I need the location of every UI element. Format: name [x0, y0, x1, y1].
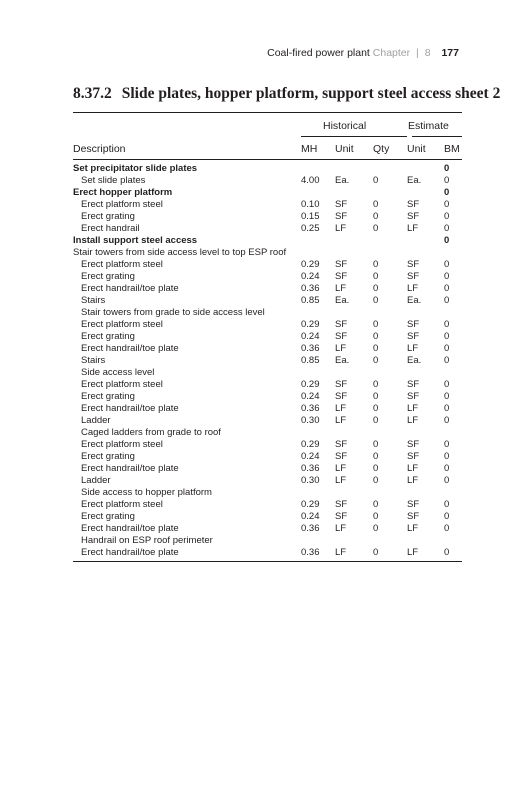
row-qty: 0 — [373, 223, 379, 234]
row-unit: LF — [335, 403, 347, 414]
row-estimate-unit: SF — [407, 319, 420, 330]
row-estimate-unit — [407, 235, 444, 247]
row-mh: 0.24 — [301, 271, 320, 282]
row-estimate-unit: LF — [407, 403, 419, 414]
row-description: Install support steel access — [73, 235, 198, 246]
book-title: Coal-fired power plant — [267, 47, 370, 59]
row-description: Stair towers from side access level to top ESP roof — [73, 247, 287, 258]
row-estimate-unit: SF — [407, 199, 420, 210]
row-unit: SF — [335, 319, 348, 330]
col-qty: Qty — [373, 143, 390, 155]
row-mh: 0.36 — [301, 547, 320, 558]
row-qty — [373, 247, 407, 259]
row-description: Erect platform steel — [81, 259, 163, 270]
row-unit: SF — [335, 331, 348, 342]
estimate-group-rule — [412, 136, 462, 137]
row-bm — [444, 247, 462, 259]
row-qty: 0 — [373, 379, 379, 390]
row-description: Side access to hopper platform — [81, 487, 212, 498]
row-bm — [444, 307, 462, 319]
row-bm: 0 — [444, 271, 450, 282]
row-unit: SF — [335, 499, 348, 510]
table-row — [73, 547, 462, 559]
row-bm: 0 — [444, 379, 450, 390]
table-bottom-rule — [73, 561, 462, 562]
row-estimate-unit: SF — [407, 439, 420, 450]
row-unit: Ea. — [335, 355, 350, 366]
row-mh: 0.10 — [301, 199, 320, 210]
row-qty: 0 — [373, 523, 379, 534]
row-description: Stairs — [81, 355, 106, 366]
table-row — [73, 499, 462, 511]
table-row — [73, 259, 462, 271]
row-estimate-unit: LF — [407, 415, 419, 426]
row-description: Erect platform steel — [81, 439, 163, 450]
row-bm: 0 — [444, 199, 450, 210]
table-row — [73, 379, 462, 391]
row-description: Stairs — [81, 295, 106, 306]
row-estimate-unit — [407, 247, 444, 259]
chapter-label: Chapter — [372, 47, 411, 59]
row-estimate-unit: SF — [407, 451, 420, 462]
row-estimate-unit — [407, 535, 444, 547]
row-qty: 0 — [373, 331, 379, 342]
row-mh — [301, 535, 335, 547]
row-qty — [373, 187, 407, 199]
row-qty: 0 — [373, 355, 379, 366]
row-unit — [335, 247, 373, 259]
row-estimate-unit: Ea. — [407, 175, 422, 186]
chapter-separator: | — [416, 47, 419, 59]
row-mh — [301, 247, 335, 259]
row-description: Erect platform steel — [81, 379, 163, 390]
row-description: Erect handrail — [81, 223, 140, 234]
table-row — [73, 391, 462, 403]
row-description: Erect grating — [81, 271, 135, 282]
table-row — [73, 271, 462, 283]
row-description: Erect handrail/toe plate — [81, 343, 179, 354]
row-mh: 4.00 — [301, 175, 320, 186]
row-unit: Ea. — [335, 295, 350, 306]
row-unit — [335, 307, 373, 319]
table-row — [73, 367, 462, 379]
row-mh: 0.24 — [301, 391, 320, 402]
row-mh: 0.24 — [301, 511, 320, 522]
row-mh: 0.30 — [301, 415, 320, 426]
row-qty: 0 — [373, 499, 379, 510]
row-bm: 0 — [444, 343, 450, 354]
row-qty: 0 — [373, 463, 379, 474]
row-bm: 0 — [444, 523, 450, 534]
row-bm: 0 — [444, 163, 450, 174]
table-row — [73, 223, 462, 235]
row-description: Ladder — [81, 415, 111, 426]
row-qty: 0 — [373, 439, 379, 450]
row-mh: 0.29 — [301, 439, 320, 450]
row-qty: 0 — [373, 211, 379, 222]
chapter-number: 8 — [424, 47, 431, 59]
row-mh: 0.36 — [301, 403, 320, 414]
row-description: Erect platform steel — [81, 319, 163, 330]
row-qty: 0 — [373, 415, 379, 426]
row-qty — [373, 307, 407, 319]
row-unit: SF — [335, 391, 348, 402]
table-row — [73, 427, 462, 439]
row-unit — [335, 487, 373, 499]
row-bm: 0 — [444, 319, 450, 330]
row-mh: 0.29 — [301, 499, 320, 510]
row-estimate-unit — [407, 307, 444, 319]
row-qty: 0 — [373, 511, 379, 522]
row-bm: 0 — [444, 283, 450, 294]
section-heading — [73, 85, 500, 103]
row-mh: 0.36 — [301, 343, 320, 354]
row-unit: SF — [335, 439, 348, 450]
row-qty: 0 — [373, 391, 379, 402]
row-bm: 0 — [444, 355, 450, 366]
running-head — [267, 47, 459, 59]
row-mh: 0.36 — [301, 283, 320, 294]
row-qty — [373, 535, 407, 547]
row-qty — [373, 160, 407, 175]
page-number: 177 — [441, 47, 459, 59]
row-mh — [301, 187, 335, 199]
row-description: Erect platform steel — [81, 499, 163, 510]
row-estimate-unit: LF — [407, 343, 419, 354]
historical-group-rule — [301, 136, 407, 137]
row-estimate-unit: LF — [407, 223, 419, 234]
row-bm — [444, 367, 462, 379]
row-description: Erect grating — [81, 511, 135, 522]
row-description: Erect grating — [81, 211, 135, 222]
row-unit: SF — [335, 271, 348, 282]
row-unit: LF — [335, 343, 347, 354]
table-row — [73, 535, 462, 547]
row-unit: LF — [335, 223, 347, 234]
row-unit — [335, 187, 373, 199]
table-row — [73, 235, 462, 247]
row-description: Erect platform steel — [81, 199, 163, 210]
row-description: Erect handrail/toe plate — [81, 403, 179, 414]
row-description: Caged ladders from grade to roof — [81, 427, 221, 438]
row-unit: Ea. — [335, 175, 350, 186]
table-row — [73, 211, 462, 223]
row-estimate-unit: SF — [407, 259, 420, 270]
row-qty — [373, 487, 407, 499]
row-estimate-unit: LF — [407, 283, 419, 294]
row-unit: LF — [335, 415, 347, 426]
row-unit: LF — [335, 475, 347, 486]
row-description: Stair towers from grade to side access level — [81, 307, 265, 318]
table-row — [73, 199, 462, 211]
row-description: Ladder — [81, 475, 111, 486]
row-mh: 0.24 — [301, 451, 320, 462]
row-description: Erect handrail/toe plate — [81, 283, 179, 294]
row-description: Erect grating — [81, 331, 135, 342]
row-estimate-unit: LF — [407, 523, 419, 534]
table-row — [73, 451, 462, 463]
row-qty: 0 — [373, 547, 379, 558]
row-estimate-unit: LF — [407, 475, 419, 486]
table-row — [73, 160, 462, 175]
row-mh — [301, 427, 335, 439]
row-estimate-unit: SF — [407, 379, 420, 390]
row-qty: 0 — [373, 295, 379, 306]
group-historical: Historical — [323, 120, 367, 132]
row-mh: 0.29 — [301, 319, 320, 330]
row-mh — [301, 307, 335, 319]
table-row — [73, 355, 462, 367]
row-unit: LF — [335, 463, 347, 474]
row-unit: SF — [335, 259, 348, 270]
row-qty: 0 — [373, 343, 379, 354]
row-estimate-unit: LF — [407, 547, 419, 558]
row-mh: 0.15 — [301, 211, 320, 222]
row-qty — [373, 235, 407, 247]
row-description: Erect hopper platform — [73, 187, 173, 198]
row-estimate-unit: SF — [407, 271, 420, 282]
row-estimate-unit: LF — [407, 463, 419, 474]
row-bm: 0 — [444, 187, 450, 198]
table-row — [73, 403, 462, 415]
row-bm: 0 — [444, 439, 450, 450]
row-qty — [373, 367, 407, 379]
row-estimate-unit: SF — [407, 511, 420, 522]
table-row — [73, 439, 462, 451]
table-row — [73, 463, 462, 475]
row-bm: 0 — [444, 331, 450, 342]
row-qty: 0 — [373, 259, 379, 270]
row-mh: 0.30 — [301, 475, 320, 486]
row-unit: SF — [335, 379, 348, 390]
row-description: Handrail on ESP roof perimeter — [81, 535, 213, 546]
section-number: 8.37.2 — [73, 85, 112, 102]
row-estimate-unit: SF — [407, 211, 420, 222]
table-row — [73, 295, 462, 307]
row-bm: 0 — [444, 547, 450, 558]
table-row — [73, 187, 462, 199]
row-estimate-unit: Ea. — [407, 355, 422, 366]
row-estimate-unit — [407, 487, 444, 499]
group-estimate: Estimate — [408, 120, 449, 132]
table-row — [73, 475, 462, 487]
row-bm: 0 — [444, 295, 450, 306]
row-estimate-unit — [407, 187, 444, 199]
table-row — [73, 307, 462, 319]
section-title: Slide plates, hopper platform, support steel access sheet 2 — [121, 85, 501, 102]
column-group-header — [73, 113, 462, 140]
row-bm: 0 — [444, 463, 450, 474]
row-description: Set precipitator slide plates — [73, 163, 198, 174]
row-unit — [335, 535, 373, 547]
table-row — [73, 343, 462, 355]
row-mh: 0.36 — [301, 523, 320, 534]
row-description: Side access level — [81, 367, 155, 378]
estimate-table-body — [73, 160, 462, 559]
row-bm: 0 — [444, 475, 450, 486]
row-bm: 0 — [444, 235, 450, 246]
row-qty — [373, 427, 407, 439]
row-qty: 0 — [373, 451, 379, 462]
row-qty: 0 — [373, 319, 379, 330]
row-description: Erect grating — [81, 451, 135, 462]
row-estimate-unit: Ea. — [407, 295, 422, 306]
col-bm: BM — [444, 143, 460, 155]
table-row — [73, 415, 462, 427]
row-bm: 0 — [444, 451, 450, 462]
row-unit: SF — [335, 199, 348, 210]
row-unit: LF — [335, 283, 347, 294]
row-mh: 0.29 — [301, 259, 320, 270]
row-mh — [301, 235, 335, 247]
table-row — [73, 175, 462, 187]
row-mh — [301, 367, 335, 379]
row-mh — [301, 160, 335, 175]
table-row — [73, 319, 462, 331]
table-row — [73, 283, 462, 295]
row-qty: 0 — [373, 175, 379, 186]
row-unit — [335, 160, 373, 175]
row-unit — [335, 427, 373, 439]
column-header — [73, 140, 462, 159]
row-bm: 0 — [444, 511, 450, 522]
row-description: Set slide plates — [81, 175, 146, 186]
row-description: Erect handrail/toe plate — [81, 463, 179, 474]
row-estimate-unit: SF — [407, 499, 420, 510]
table-row — [73, 247, 462, 259]
row-estimate-unit: SF — [407, 331, 420, 342]
row-unit — [335, 367, 373, 379]
row-bm: 0 — [444, 499, 450, 510]
table-row — [73, 331, 462, 343]
row-mh: 0.25 — [301, 223, 320, 234]
row-qty: 0 — [373, 403, 379, 414]
col-unit: Unit — [335, 143, 354, 155]
row-unit: SF — [335, 211, 348, 222]
row-unit: LF — [335, 523, 347, 534]
col-description: Description — [73, 143, 126, 155]
table-row — [73, 523, 462, 535]
row-unit: SF — [335, 511, 348, 522]
row-description: Erect handrail/toe plate — [81, 547, 179, 558]
row-bm: 0 — [444, 391, 450, 402]
row-bm — [444, 427, 462, 439]
estimate-table — [73, 112, 462, 562]
table-row — [73, 487, 462, 499]
row-mh: 0.24 — [301, 331, 320, 342]
row-unit: LF — [335, 547, 347, 558]
row-unit: SF — [335, 451, 348, 462]
row-bm: 0 — [444, 259, 450, 270]
row-qty: 0 — [373, 283, 379, 294]
row-mh: 0.85 — [301, 295, 320, 306]
row-description: Erect handrail/toe plate — [81, 523, 179, 534]
row-bm — [444, 487, 462, 499]
row-unit — [335, 235, 373, 247]
row-bm — [444, 535, 462, 547]
row-qty: 0 — [373, 475, 379, 486]
row-estimate-unit: SF — [407, 391, 420, 402]
row-qty: 0 — [373, 271, 379, 282]
col-estimate-unit: Unit — [407, 143, 426, 155]
row-bm: 0 — [444, 211, 450, 222]
row-mh: 0.85 — [301, 355, 320, 366]
row-mh: 0.36 — [301, 463, 320, 474]
row-bm: 0 — [444, 175, 450, 186]
row-estimate-unit — [407, 160, 444, 175]
row-estimate-unit — [407, 367, 444, 379]
row-mh — [301, 487, 335, 499]
row-mh: 0.29 — [301, 379, 320, 390]
row-description: Erect grating — [81, 391, 135, 402]
row-bm: 0 — [444, 403, 450, 414]
row-qty: 0 — [373, 199, 379, 210]
row-bm: 0 — [444, 415, 450, 426]
row-bm: 0 — [444, 223, 450, 234]
table-row — [73, 511, 462, 523]
row-estimate-unit — [407, 427, 444, 439]
col-mh: MH — [301, 143, 318, 155]
